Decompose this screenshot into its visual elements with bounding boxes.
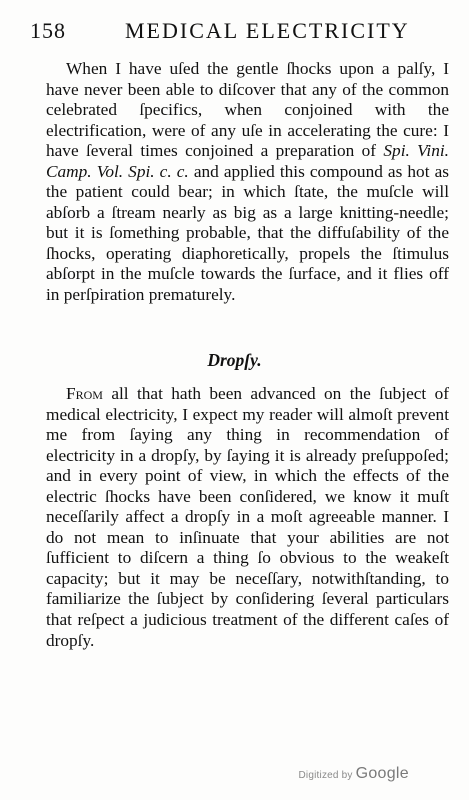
section-heading: Dropſy. (207, 350, 262, 370)
page-header (30, 18, 440, 48)
paragraph-text-part: all that hath been advanced on the ſubject of medical electricity, I expect my reader will almoſt prevent me from ſaying any thing in recommendation of electricity in a dropſy, by ſaying it is already preſuppoſed; and in every point of view, in which the effects of the electric ſhocks have been conſidered, we know it muſt neceſſarily affect a dropſy in a moſt agreeable manner. I do not mean to inſinuate that your abilities are not ſufficient to diſcern a thing ſo obvious to the weakeſt capacity; but it may be neceſſary, notwithſtanding, to familiarize the ſubject by conſidering ſeveral particulars that reſpect a judicious treatment of the different caſes of dropſy. (46, 384, 449, 650)
paragraph-text-part: and applied this compound as hot as the patient could bear; in which ſtate, the muſcle will abſorb a ſtream nearly as big as a large knitting-needle; but it is ſomething probable, that the diffuſability of the ſhocks, operating diaphoretically, propels the ſtimulus abſorpt in the muſcle towards the ſurface, and it flies off in perſpiration prematurely. (46, 161, 449, 305)
google-logo-text: Google (355, 765, 409, 782)
paragraph-text-part: When I have uſed the gentle ſhocks upon a palſy, I have never been able to diſcover that any of the common celebrated ſpecifics, when conjoined with the electrification, were of any uſe in accelerating the cure: I have ſeveral times conjoined a preparation of (46, 59, 449, 161)
running-head: MEDICAL ELECTRICITY (125, 18, 410, 43)
digitization-watermark (299, 765, 409, 783)
italic-preparation-name: Spi. Vini. Camp. Vol. Spi. c. c. (46, 141, 449, 181)
paragraph-palsy-treatment (46, 59, 449, 306)
paragraph-opening-word: From (66, 384, 103, 403)
page-number: 158 (30, 18, 66, 43)
paragraph-dropsy (46, 384, 449, 651)
watermark-prefix: Digitized by (298, 770, 353, 781)
